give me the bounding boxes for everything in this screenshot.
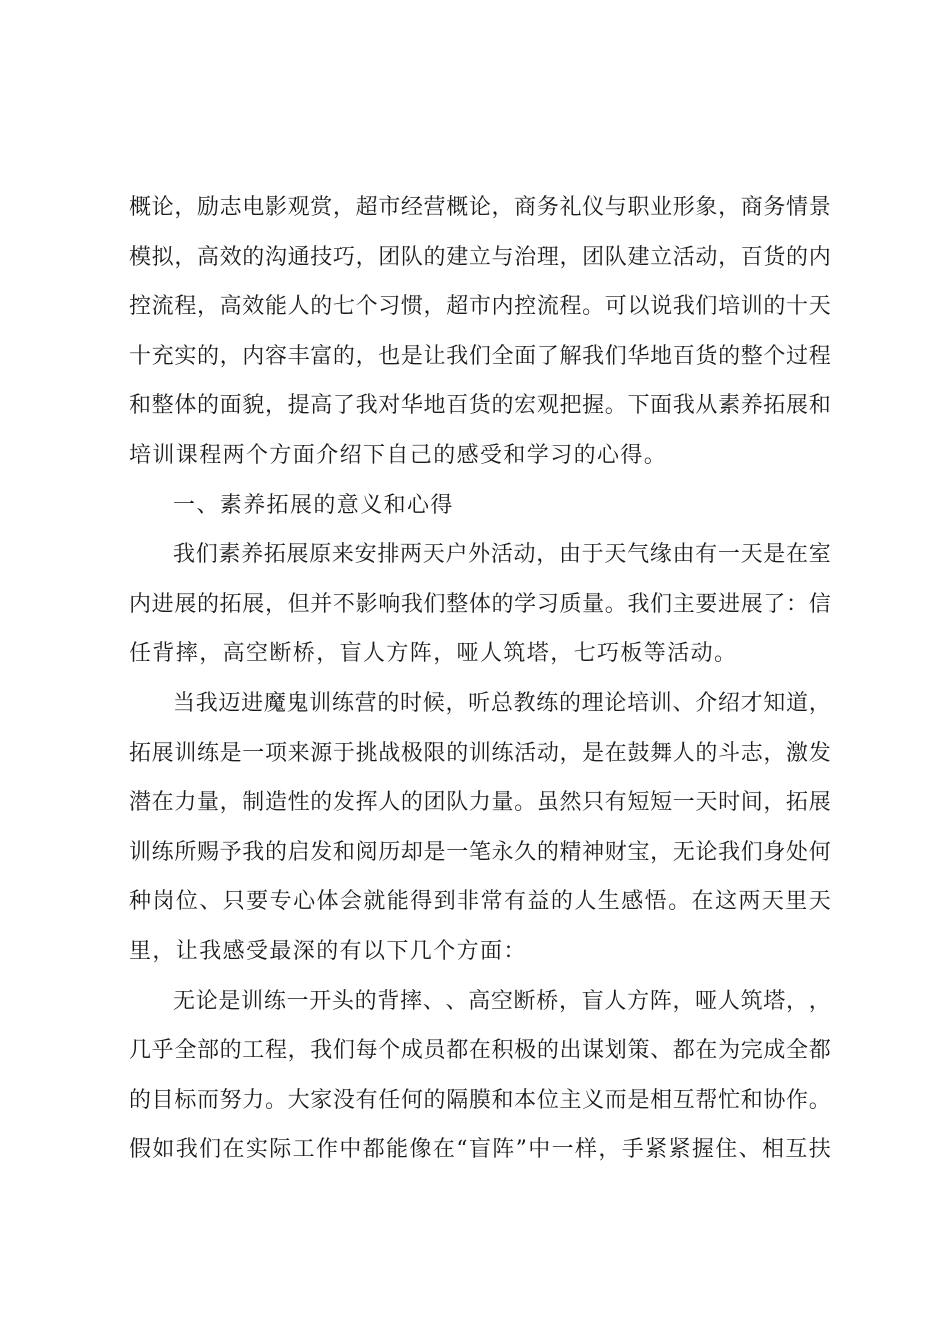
text-line: 里，让我感受最深的有以下几个方面： bbox=[129, 938, 527, 964]
text-line: 假 如 我 们 在 实 际 工 作 中 都 能 像 在 “ 盲 阵 ” 中 一 样 ， 手 紧 紧 握 住 、 相 互 扶 bbox=[129, 1137, 831, 1163]
text-line: 的 目 标 而 努 力 。 大 家 没 有 任 何 的 隔 膜 和 本 位 主 义 而 是 相 互 帮 忙 和 协 作 。 bbox=[129, 1087, 831, 1113]
text-line: 培训课程两个方面介绍下自己的感受和学习的心得。 bbox=[129, 442, 668, 468]
text-line: 几 乎 全 部 的 工 程 ， 我 们 每 个 成 员 都 在 积 极 的 出 谋 划 策 、 都 在 为 完 成 全 都 bbox=[129, 1038, 831, 1064]
text-line: 控 流 程 ， 高 效 能 人 的 七 个 习 惯 ， 超 市 内 控 流 程 。 可 以 说 我 们 培 训 的 十 天 bbox=[129, 294, 831, 320]
text-line: 概 论 ， 励 志 电 影 观 赏 ， 超 市 经 营 概 论 ， 商 务 礼 仪 与 职 业 形 象 ， 商 务 情 景 bbox=[129, 195, 831, 220]
text-line: 无 论 是 训 练 一 开 头 的 背 摔 、 、 高 空 断 桥 ， 盲 人 方 阵 ， 哑 人 筑 塔 ， ， bbox=[173, 988, 831, 1014]
text-line: 拓 展 训 练 是 一 项 来 源 于 挑 战 极 限 的 训 练 活 动 ， 是 在 鼓 舞 人 的 斗 志 ， 激 发 bbox=[129, 740, 831, 766]
text-line: 当 我 迈 进 魔 鬼 训 练 营 的 时 候 ， 听 总 教 练 的 理 论 培 训 、 介 绍 才 知 道 ， bbox=[173, 690, 831, 716]
text-line: 和 整 体 的 面 貌 ， 提 高 了 我 对 华 地 百 货 的 宏 观 把 握 。 下 面 我 从 素 养 拓 展 和 bbox=[129, 393, 831, 419]
text-line: 训 练 所 赐 予 我 的 启 发 和 阅 历 却 是 一 笔 永 久 的 精 神 财 宝 ， 无 论 我 们 身 处 何 bbox=[129, 839, 831, 865]
text-line: 种 岗 位 、 只 要 专 心 体 会 就 能 得 到 非 常 有 益 的 人 生 感 悟 。 在 这 两 天 里 天 bbox=[129, 889, 831, 915]
text-line: 模 拟 ， 高 效 的 沟 通 技 巧 ， 团 队 的 建 立 与 治 理 ， 团 队 建 立 活 动 ， 百 货 的 内 bbox=[129, 244, 831, 270]
section-heading: 一、素养拓展的意义和心得 bbox=[173, 492, 454, 518]
text-line: 潜 在 力 量 ， 制 造 性 的 发 挥 人 的 团 队 力 量 。 虽 然 只 有 短 短 一 天 时 间 ， 拓 展 bbox=[129, 790, 831, 816]
text-line: 任背摔，高空断桥，盲人方阵，哑人筑塔，七巧板等活动。 bbox=[129, 641, 738, 667]
text-line: 我 们 素 养 拓 展 原 来 安 排 两 天 户 外 活 动 ， 由 于 天 气 缘 由 有 一 天 是 在 室 bbox=[173, 542, 831, 568]
body-text bbox=[129, 183, 831, 1175]
text-line: 十 充 实 的 ， 内 容 丰 富 的 ， 也 是 让 我 们 全 面 了 解 我 们 华 地 百 货 的 整 个 过 程 bbox=[129, 343, 831, 369]
text-line: 内 进 展 的 拓 展 ， 但 并 不 影 响 我 们 整 体 的 学 习 质 量 。 我 们 主 要 进 展 了 ： 信 bbox=[129, 591, 831, 617]
